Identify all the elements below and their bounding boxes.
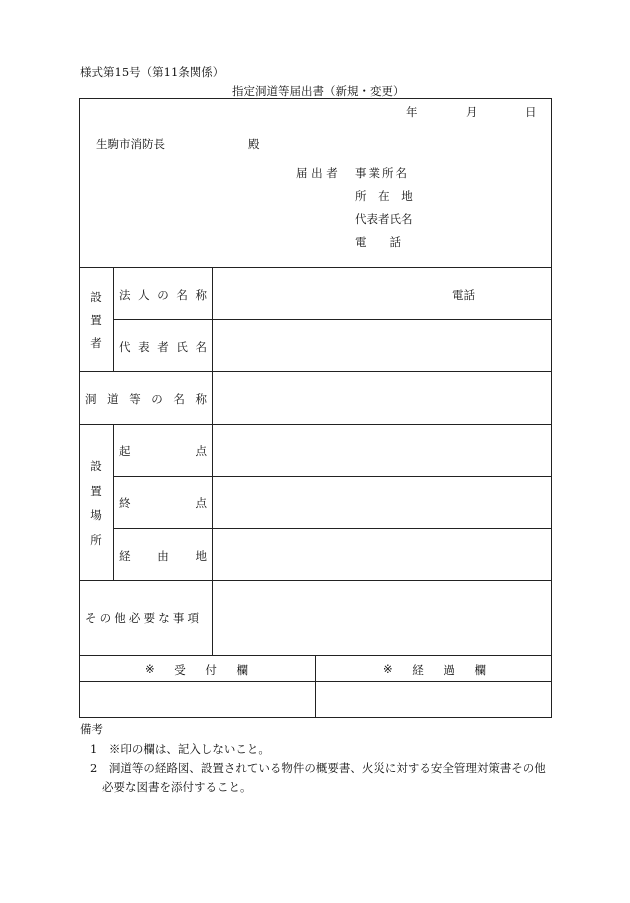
note-item: 2 洞道等の経路図、設置されている物件の概要書、火災に対する安全管理対策書その他 [90,761,546,775]
date-year-label: 年 [406,105,418,119]
reception-column-label: ※ 受 付 欄 [145,662,248,677]
end-point-label: 終 点 [119,496,207,510]
note-item: 1 ※印の欄は、記入しないこと。 [90,742,270,756]
progress-column-label: ※ 経 過 欄 [383,662,486,677]
installer-group-label: 設 置 者 [90,290,102,350]
honorific: 殿 [248,137,260,151]
notifier-label: 届 出 者 [296,166,338,180]
corp-name-label: 法 人 の 名 称 [119,288,207,302]
start-point-label: 起 点 [119,444,207,458]
note-item-continued: 必要な図書を添付すること。 [102,780,252,794]
tunnel-name-label: 洞 道 等 の 名 称 [85,392,207,406]
field-address: 所 在 地 [355,189,417,203]
addressee: 生駒市消防長 [96,137,165,151]
via-point-label: 経 由 地 [119,549,207,563]
field-phone: 電 話 [355,235,401,249]
date-month-label: 月 [466,105,478,119]
field-business-name: 事業所名 [355,166,409,180]
form-number: 様式第15号（第11条関係） [80,65,225,79]
rep-name-label: 代 表 者 氏 名 [119,340,207,354]
notes-heading: 備考 [80,722,103,736]
location-group-label: 設 置 場 所 [90,459,102,547]
corp-phone-label: 電話 [452,288,475,302]
other-items-label: そ の 他 必 要 な 事 項 [85,611,199,625]
date-day-label: 日 [525,105,537,119]
field-representative: 代表者氏名 [355,212,413,226]
form-title: 指定洞道等届出書（新規・変更） [232,84,405,98]
